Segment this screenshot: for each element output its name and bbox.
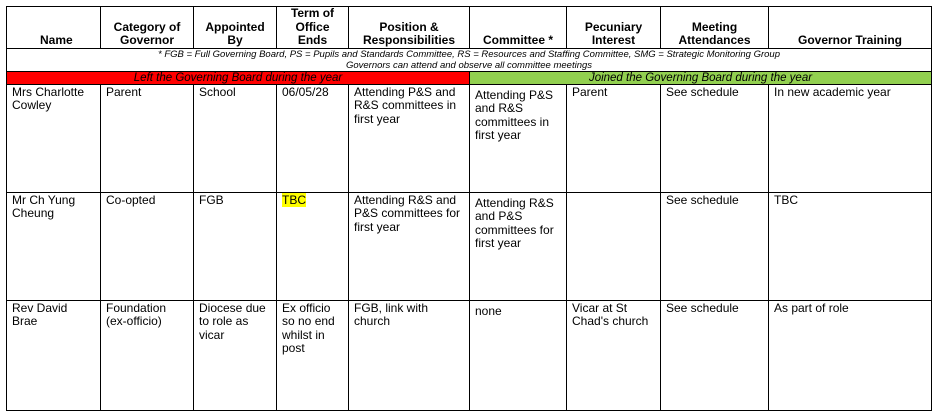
- header-committee: Committee *: [470, 7, 567, 49]
- cell-committee: none: [470, 300, 567, 410]
- cell-appointed-by: Diocese due to role as vicar: [194, 300, 277, 410]
- table-row: [7, 192, 932, 300]
- joined-governors-band: Joined the Governing Board during the year: [470, 71, 932, 84]
- note-row: [7, 48, 932, 71]
- cell-name: Mrs Charlotte Cowley: [7, 84, 101, 192]
- abbreviations-note: [7, 48, 932, 71]
- cell-position: FGB, link with church: [349, 300, 470, 410]
- highlighted-term-value: TBC: [282, 192, 306, 207]
- cell-category: Co-opted: [101, 192, 194, 300]
- note-line-observe: Governors can attend and observe all committee meetings: [345, 59, 593, 71]
- cell-category: Foundation (ex-officio): [101, 300, 194, 410]
- cell-position: Attending R&S and P&S committees for first year: [349, 192, 470, 300]
- header-row: [7, 7, 932, 49]
- cell-training: TBC: [769, 192, 932, 300]
- table-row: [7, 84, 932, 192]
- table-row: [7, 300, 932, 410]
- header-appointed-by: Appointed By: [194, 7, 277, 49]
- cell-name: Mr Ch Yung Cheung: [7, 192, 101, 300]
- cell-appointed-by: School: [194, 84, 277, 192]
- header-governor-training: Governor Training: [769, 7, 932, 49]
- cell-meetings: See schedule: [661, 192, 769, 300]
- cell-training: In new academic year: [769, 84, 932, 192]
- cell-term: Ex officio so no end whilst in post: [277, 300, 349, 410]
- header-pecuniary-interest: Pecuniary Interest: [567, 7, 661, 49]
- header-name: Name: [7, 7, 101, 49]
- cell-pecuniary: [567, 192, 661, 300]
- status-band-row: [7, 71, 932, 84]
- cell-meetings: See schedule: [661, 84, 769, 192]
- cell-training: As part of role: [769, 300, 932, 410]
- cell-pecuniary: Parent: [567, 84, 661, 192]
- cell-term: 06/05/28: [277, 84, 349, 192]
- cell-term: [277, 192, 349, 300]
- note-line-abbreviations: * FGB = Full Governing Board, PS = Pupils and Standards Committee, RS = Resources and Staffing Committee, SMG = Strategic Monitoring Group: [157, 48, 780, 60]
- header-position: Position & Responsibilities: [349, 7, 470, 49]
- cell-committee: Attending R&S and P&S committees for first year: [470, 192, 567, 300]
- cell-meetings: See schedule: [661, 300, 769, 410]
- cell-name: Rev David Brae: [7, 300, 101, 410]
- header-term-of-office: Term of Office Ends: [277, 7, 349, 49]
- header-meeting-attendances: Meeting Attendances: [661, 7, 769, 49]
- governors-table: [6, 6, 932, 411]
- cell-pecuniary: Vicar at St Chad's church: [567, 300, 661, 410]
- left-governors-band: Left the Governing Board during the year: [7, 71, 470, 84]
- header-category: Category of Governor: [101, 7, 194, 49]
- cell-category: Parent: [101, 84, 194, 192]
- cell-position: Attending P&S and R&S committees in first year: [349, 84, 470, 192]
- cell-committee: Attending P&S and R&S committees in first year: [470, 84, 567, 192]
- cell-appointed-by: FGB: [194, 192, 277, 300]
